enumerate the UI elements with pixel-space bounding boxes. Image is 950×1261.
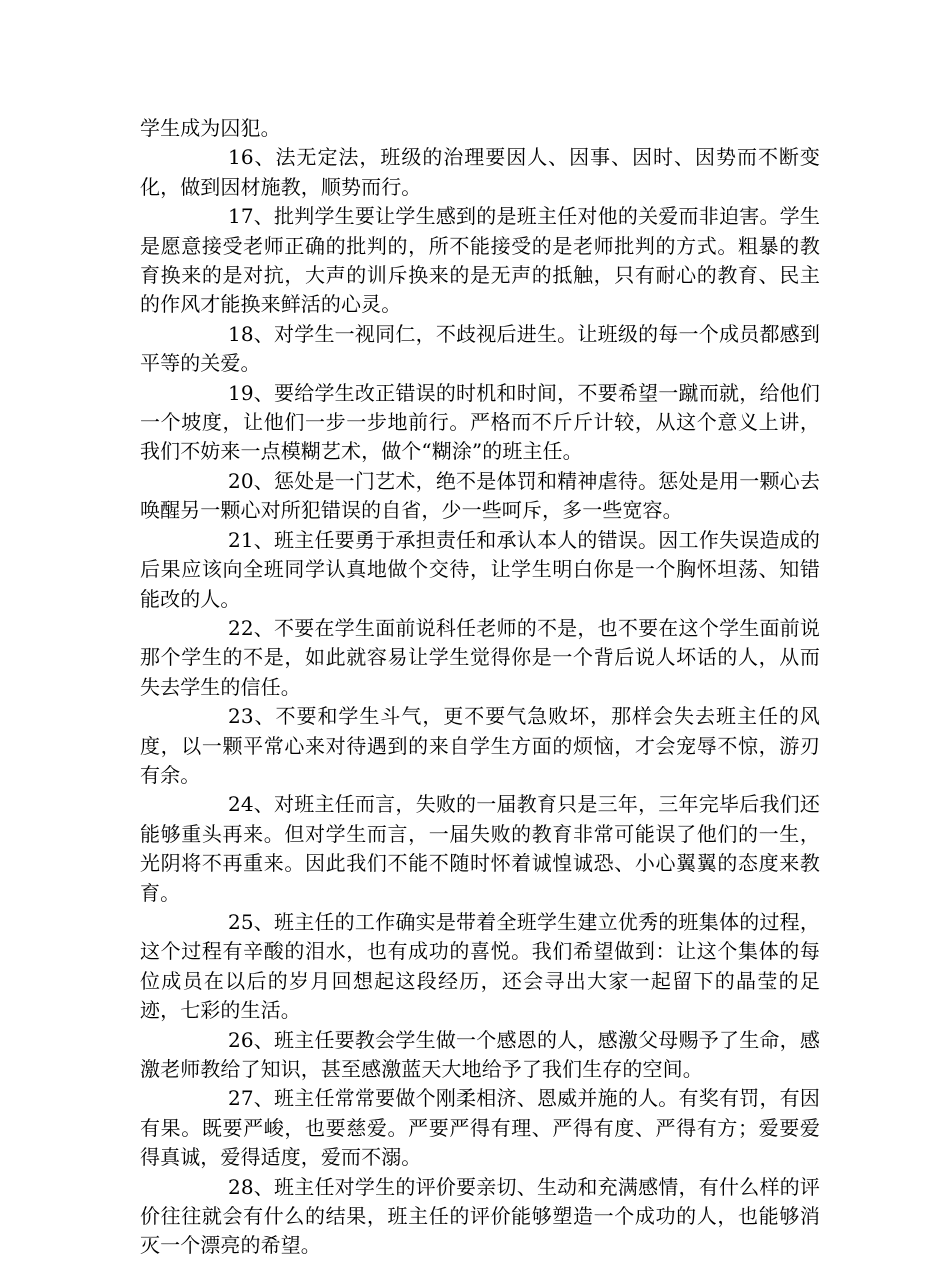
- paragraph-20: 20、惩处是一门艺术，绝不是体罚和精神虐待。惩处是用一颗心去唤醒另一颗心对所犯错误的自省，少一些呵斥，多一些宽容。: [140, 468, 820, 523]
- paragraph-16: 16、法无定法，班级的治理要因人、因事、因时、因势而不断变化，做到因材施教，顺势而行。: [140, 145, 820, 199]
- paragraph-23: 23、不要和学生斗气，更不要气急败坏，那样会失去班主任的风度，以一颗平常心来对待遇到的来自学生方面的烦恼，才会宠辱不惊，游刃有余。: [140, 704, 820, 787]
- paragraph-27: 27、班主任常常要做个刚柔相济、恩威并施的人。有奖有罚，有因有果。既要严峻，也要慈爱。严要严得有理、严得有度、严得有方；爱要爱得真诚，爱得适度，爱而不溺。: [140, 1086, 820, 1170]
- paragraph-24: 24、对班主任而言，失败的一届教育只是三年，三年完毕后我们还能够重头再来。但对学生而言，一届失败的教育非常可能误了他们的一生，光阴将不再重来。因此我们不能不随时怀着诚惶诚恐、小心翼翼的态度来教育。: [140, 792, 820, 905]
- document-body: [140, 114, 820, 1261]
- paragraph-22: 22、不要在学生面前说科任老师的不是，也不要在这个学生面前说那个学生的不是，如此就容易让学生觉得你是一个背后说人坏话的人，从而失去学生的信任。: [140, 615, 820, 699]
- paragraph-21: 21、班主任要勇于承担责任和承认本人的错误。因工作失误造成的后果应该向全班同学认真地做个交待，让学生明白你是一个胸怀坦荡、知错能改的人。: [140, 527, 820, 611]
- paragraph-26: 26、班主任要教会学生做一个感恩的人，感激父母赐予了生命，感激老师教给了知识，甚至感激蓝天大地给予了我们生存的空间。: [140, 1027, 820, 1081]
- paragraph-18: 18、对学生一视同仁，不歧视后进生。让班级的每一个成员都感到平等的关爱。: [140, 321, 820, 376]
- paragraph-28: 28、班主任对学生的评价要亲切、生动和充满感情，有什么样的评价往往就会有什么的结果，班主任的评价能够塑造一个成功的人，也能够消灭一个漂亮的希望。: [140, 1174, 820, 1258]
- paragraph-25: 25、班主任的工作确实是带着全班学生建立优秀的班集体的过程，这个过程有辛酸的泪水，也有成功的喜悦。我们希望做到：让这个集体的每位成员在以后的岁月回想起这段经历，还会寻出大家一起留下的晶莹的足迹，七彩的生活。: [140, 909, 820, 1023]
- paragraph-17: 17、批判学生要让学生感到的是班主任对他的关爱而非迫害。学生是愿意接受老师正确的批判的，所不能接受的是老师批判的方式。粗暴的教育换来的是对抗，大声的训斥换来的是无声的抵触，只有耐心的教育、民主的作风才能换来鲜活的心灵。: [140, 204, 820, 317]
- paragraph-19: 19、要给学生改正错误的时机和时间，不要希望一蹴而就，给他们一个坡度，让他们一步一步地前行。严格而不斤斤计较，从这个意义上讲，我们不妨来一点模糊艺术，做个“糊涂”的班主任。: [140, 380, 820, 464]
- paragraph-continuation: 学生成为囚犯。: [140, 116, 281, 140]
